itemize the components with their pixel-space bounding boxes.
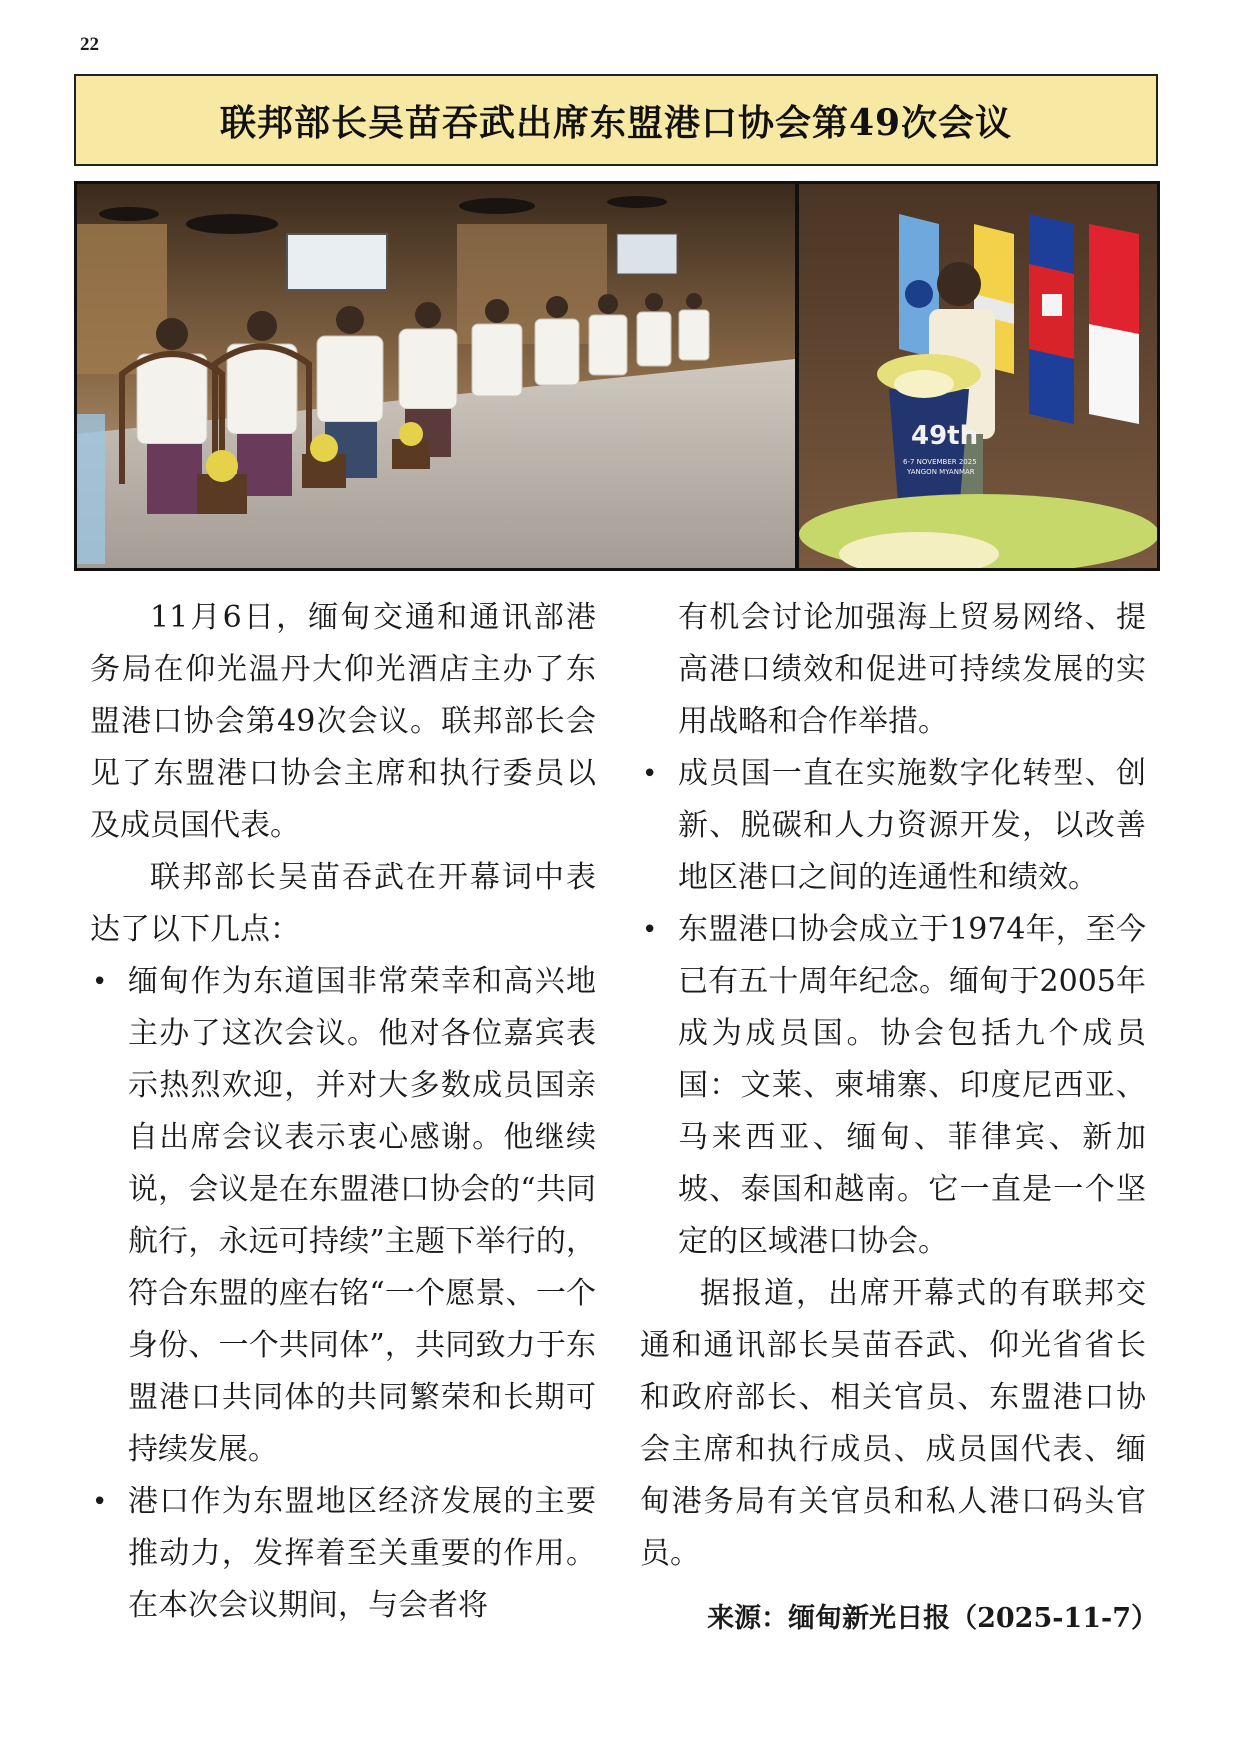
bullet-text: 东盟港口协会成立于1974年，至今已有五十周年纪念。缅甸于2005年成为成员国。协会包括九个成员国：文莱、柬埔寨、印度尼西亚、马来西亚、缅甸、菲律宾、新加坡、泰国和越南。它一直是一个坚定的区域港口协会。 xyxy=(678,912,1146,1259)
bullet-item xyxy=(640,904,1146,1268)
bullet-item xyxy=(90,956,596,1476)
headline: 联邦部长吴苗吞武出席东盟港口协会第49次会议 xyxy=(219,101,1013,144)
headline-box xyxy=(74,74,1158,166)
paragraph-points-intro: 联邦部长吴苗吞武在开幕词中表达了以下几点： xyxy=(90,860,596,947)
speaker-illustration xyxy=(799,184,1157,568)
photo-frame xyxy=(74,181,1160,571)
banner-date: 6-7 NOVEMBER 2025 xyxy=(903,458,977,466)
bullet-dot-icon: • xyxy=(92,967,108,997)
bullet-dot-icon: • xyxy=(642,915,658,945)
bullet-dot-icon: • xyxy=(642,759,658,789)
bullet-text: 成员国一直在实施数字化转型、创新、脱碳和人力资源开发，以改善地区港口之间的连通性和绩效。 xyxy=(678,756,1146,895)
banner-location: YANGON MYANMAR xyxy=(907,468,975,476)
right-column xyxy=(640,592,1146,1580)
banner-number: 49th xyxy=(911,421,979,451)
bullet-item xyxy=(640,748,1146,904)
conference-hall-illustration xyxy=(77,184,795,568)
bullet-item xyxy=(90,1476,596,1632)
paragraph-intro: 11月6日，缅甸交通和通讯部港务局在仰光温丹大仰光酒店主办了东盟港口协会第49次会议。联邦部长会见了东盟港口协会主席和执行委员以及成员国代表。 xyxy=(90,600,596,843)
paragraph-attendees: 据报道，出席开幕式的有联邦交通和通讯部长吴苗吞武、仰光省省长和政府部长、相关官员、东盟港口协会主席和执行成员、成员国代表、缅甸港务局有关官员和私人港口码头官员。 xyxy=(640,1276,1146,1571)
conference-hall-photo xyxy=(77,184,795,568)
bullet-text: 港口作为东盟地区经济发展的主要推动力，发挥着至关重要的作用。在本次会议期间，与会者将 xyxy=(128,1484,596,1623)
bullet-continuation: 有机会讨论加强海上贸易网络、提高港口绩效和促进可持续发展的实用战略和合作举措。 xyxy=(678,600,1146,739)
left-column xyxy=(90,592,596,1632)
bullet-text: 缅甸作为东道国非常荣幸和高兴地主办了这次会议。他对各位嘉宾表示热烈欢迎，并对大多数成员国亲自出席会议表示衷心感谢。他继续说，会议是在东盟港口协会的“共同航行，永远可持续”主题下举行的，符合东盟的座右铭“一个愿景、一个身份、一个共同体”，共同致力于东盟港口共同体的共同繁荣和长期可持续发展。 xyxy=(128,964,596,1467)
bullet-dot-icon: • xyxy=(92,1487,108,1517)
source-credit: 来源：缅甸新光日报（2025-11-7） xyxy=(707,1603,1158,1634)
speaker-photo xyxy=(799,184,1157,568)
page-number: 22 xyxy=(80,34,99,55)
